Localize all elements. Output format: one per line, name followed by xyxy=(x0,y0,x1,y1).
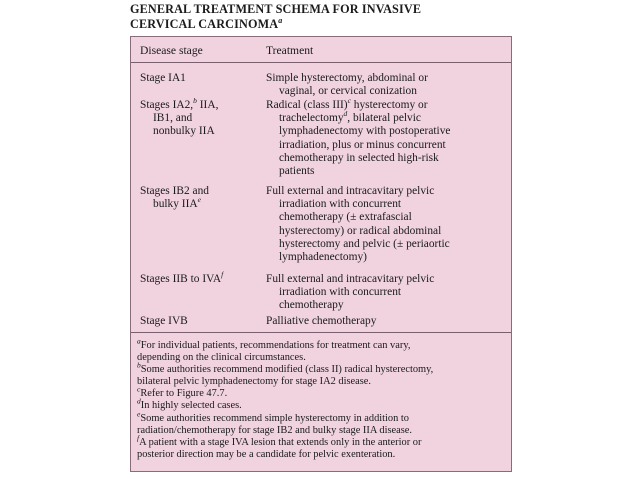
stage-cell: Stage IA1 xyxy=(140,72,186,84)
header-divider xyxy=(131,62,511,63)
footnote-c: $^c$Refer to Figure 47.7. xyxy=(137,384,228,400)
footnote-a: $^a$For individual patients, recommendations for treatment can vary, xyxy=(137,336,411,351)
footnote-divider xyxy=(131,332,511,333)
stage-cell: Stages IIB to IVA$^f$ xyxy=(140,270,224,285)
column-header-treatment: Treatment xyxy=(266,44,314,57)
footnotes: $^a$For individual patients, recommendations for treatment can vary, depending on the clinical circumstances. $^b$Some authorities recommend modified (class II) radical hysterectomy, bilateral pelvic lymphadenectomy for stage IA2 disease. $^c$Refer to Figure 47.7. $^d$In highly selected cases. $^e$Some authorities recommend simple hysterectomy in addition to radiation/chemotherapy for stage IB2 and bulky stage IIA disease. $^f$A patient with a stage IVA lesion that extends only in the anterior or posterior direction may be a candidate for pelvic exenteration. xyxy=(137,340,509,461)
page-title xyxy=(130,2,514,31)
treatment-cell: Full external and intracavitary pelvic irradiation with concurrent chemotherapy (± extrafascial hysterectomy) or radical abdominal hysterectomy and pelvic (± periaortic lymphadenectomy) xyxy=(266,185,450,264)
title-line-1: GENERAL TREATMENT SCHEMA FOR INVASIVE xyxy=(130,2,422,16)
column-header-stage: Disease stage xyxy=(140,44,203,57)
footnote-f: $^f$A patient with a stage IVA lesion that extends only in the anterior or xyxy=(137,433,422,448)
stage-cell: Stages IA2,$^b$ IIA, IB1, and nonbulky IIA xyxy=(140,96,219,138)
footnote-d: $^d$In highly selected cases. xyxy=(137,397,242,412)
stage-cell: Stages IB2 and bulky IIA$^e$ xyxy=(140,185,209,211)
treatment-cell: Full external and intracavitary pelvic irradiation with concurrent chemotherapy xyxy=(266,273,435,312)
treatment-table xyxy=(130,36,512,472)
stage-cell: Stage IVB xyxy=(140,315,188,327)
treatment-cell: Radical (class III)$^c$ hysterectomy or trachelectomy$^d$, bilateral pelvic lymphadenectomy with postoperative irradiation, plus or minus concurrent chemotherapy in selected high-risk patients xyxy=(266,96,451,178)
title-line-2: CERVICAL CARCINOMA$^a$ xyxy=(130,15,283,31)
document-page xyxy=(127,0,515,479)
treatment-cell: Simple hysterectomy, abdominal or vaginal, or cervical conization xyxy=(266,72,428,98)
footnote-b: $^b$Some authorities recommend modified (class II) radical hysterectomy, xyxy=(137,360,434,376)
treatment-cell: Palliative chemotherapy xyxy=(266,315,377,327)
title-footnote-mark: a xyxy=(278,15,283,25)
footnote-e: $^e$Some authorities recommend simple hysterectomy in addition to xyxy=(137,409,410,424)
